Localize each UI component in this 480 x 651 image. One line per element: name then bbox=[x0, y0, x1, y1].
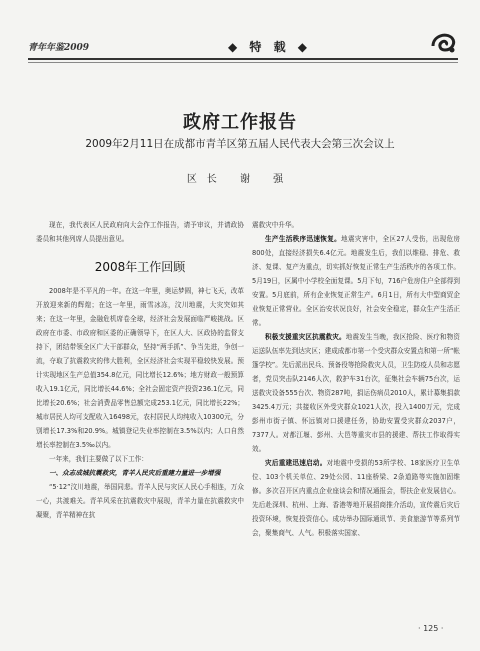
intro-paragraph: 现在，我代表区人民政府向大会作工作报告，请予审议，并请政协委员和其他列席人员提出意见。 bbox=[36, 221, 244, 243]
recovery-heading: 生产生活秩序迅速恢复。 bbox=[265, 235, 342, 243]
support-paragraph bbox=[252, 330, 460, 456]
right-column bbox=[252, 218, 460, 540]
continued-text: 震救灾中升华。 bbox=[252, 221, 299, 229]
earthquake-paragraph: “5·12”汶川地震，举国同悲。青羊人民与灾区人民心手相连，万众一心，共渡难关。青羊风采在抗震救灾中展现，青羊力量在抗震救灾中凝聚，青羊精神在抗 bbox=[36, 483, 244, 519]
header-rule-thin bbox=[28, 62, 458, 63]
rebuild-heading: 灾后重建迅速启动。 bbox=[265, 459, 327, 467]
swirl-ornament-icon bbox=[428, 28, 458, 58]
rebuild-paragraph bbox=[252, 456, 460, 540]
rebuild-text: 对地震中受损的53所学校、18家医疗卫生单位、103个机关单位、29处公园、11座桥梁、2条道路等实施加固维修。多次召开区内重点企业座谈会和情况通报会，帮扶企业发展信心。先后赴深圳、杭州、上海、香港等地开展招商推介活动，宣传震后灾后投资环境，恢复投资信心。成功举办国际通讯节、美食旅游节等系列节会，聚集商气、人气。积极落实国家、 bbox=[252, 459, 461, 537]
document-title: 政府工作报告 bbox=[183, 112, 297, 133]
item-heading: 一、众志成城抗震救灾，青羊人民灾后重建力量进一步增强 bbox=[49, 469, 221, 477]
page-number: · 125 · bbox=[418, 624, 444, 633]
section-title: 2008年工作回顾 bbox=[94, 260, 186, 274]
support-text: 地震发生当晚，我区抢险、医疗和物资运送队伍率先到达灾区；建成成都市第一个受灾群众安置点和第一所“帐篷学校”。先后派出民兵、预备役等抢险救灾人员，卫生防疫人员和志愿者，党员突击队2146人次，救护车31台次，征集社会车辆75台次，运送救灾设备555台次、物资287吨，捐运伤病员2010人，累计募集捐款3425.4万元；共接收区外受灾群众1021人次，投入1400万元，完成彭州市街子镇、怀远镇对口援建任务，协助安置受灾群众2037户，7377人。对都江堰、彭州、大邑等重灾市县的援建、帮扶工作取得实效。 bbox=[252, 333, 461, 453]
journal-name: 青年年鉴2009 bbox=[28, 43, 90, 53]
support-heading: 积极支援重灾区抗震救灾。 bbox=[265, 333, 346, 341]
left-column bbox=[36, 218, 244, 522]
recovery-text: 地震灾害中，全区27人受伤，出现危房800处，直接经济损失6.4亿元。地震发生后，我们以维稳、排危、救济、复课、复产为重点，切实抓好恢复正常生产生活秩序的各项工作。5月19日，区属中小学校全面复课。5月下旬，716户危房住户全部得到安置。5月底前，所有企业恢复正常生产。6月1日，所有大中型商贸企业恢复正常营业。全区治安状况良好，社会安全稳定，群众生产生活正常。 bbox=[252, 235, 461, 327]
header-rule bbox=[28, 58, 458, 60]
author-line: 区长 谢 强 bbox=[186, 174, 294, 185]
review-paragraph: 2008年是不平凡的一年。在这一年里，奥运梦圆，神七飞天，改革开放迎来新的辉煌；在这一年里，雨雪冰冻，汶川地震，大灾突如其来；在这一年里，金融危机席卷全球，经济社会发展面临严峻挑战。区政府在市委、市政府和区委的正确领导下，在区人大、区政协的监督支持下，团结带领全区广大干部群众，坚持“两手抓”、争当先进，争创一流，夺取了抗震救灾的伟大胜利，全区经济社会实现平稳较快发展。预计实现地区生产总值354.8亿元，同比增长12.6%；地方财政一般预算收入19.1亿元，同比增长44.6%；全社会固定资产投资236.1亿元，同比增长20.6%；社会消费品零售总额完成253.1亿元，同比增长22%；城市居民人均可支配收入16498元，农村居民人均纯收入10300元，分别增长17.3%和20.9%。城镇登记失业率控制在3.5%以内；人口自然增长率控制在3.5‰以内。 bbox=[36, 287, 244, 449]
document-subtitle: 2009年2月11日在成都市青羊区第五届人民代表大会第三次会议上 bbox=[85, 138, 395, 150]
recovery-paragraph bbox=[252, 232, 460, 330]
work-intro-paragraph: 一年来，我们主要做了以下工作： bbox=[49, 455, 148, 463]
running-header bbox=[28, 38, 454, 54]
section-label: ◆ 特 载 ◆ bbox=[228, 40, 311, 54]
